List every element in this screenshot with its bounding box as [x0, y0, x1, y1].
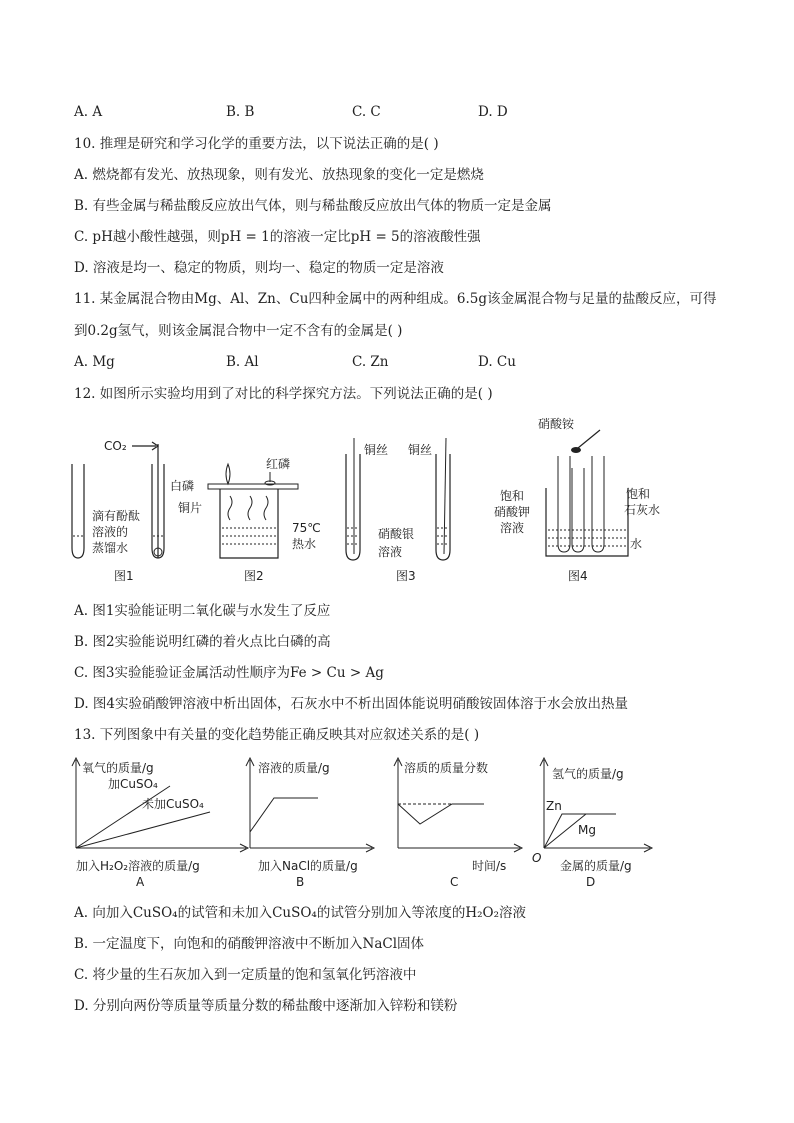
fig1-liquid-line2: 溶液的: [92, 525, 129, 539]
q13-option-c: C. 将少量的生石灰加入到一定质量的饱和氢氧化钙溶液中: [74, 967, 417, 983]
fig3-solution-line2: 溶液: [378, 545, 403, 559]
fig4: [494, 416, 660, 583]
fig4-left-line2: 硝酸钾: [494, 505, 531, 519]
q11-option-d: D. Cu: [478, 354, 516, 370]
q13-option-a: A. 向加入CuSO₄的试管和未加入CuSO₄的试管分别加入等浓度的H₂O₂溶液: [74, 905, 526, 921]
graph-c-xlabel: 时间/s: [472, 859, 507, 873]
graph-c-caption: C: [450, 875, 459, 889]
q11-option-c: C. Zn: [352, 354, 389, 370]
q12-option-a: A. 图1实验能证明二氧化碳与水发生了反应: [74, 603, 331, 619]
q11-stem-line2: 到0.2g氢气，则该金属混合物中一定不含有的金属是( ): [74, 323, 403, 339]
q13-option-d: D. 分别向两份等质量等质量分数的稀盐酸中逐渐加入锌粉和镁粉: [74, 998, 458, 1014]
fig1: [72, 439, 164, 583]
graph-a-ylabel: 氧气的质量/g: [82, 761, 154, 775]
q9-option-a: A. A: [74, 104, 103, 120]
fig2-water-line2: 热水: [292, 537, 317, 551]
q10-option-b: B. 有些金属与稀盐酸反应放出气体，则与稀盐酸反应放出气体的物质一定是金属: [74, 198, 552, 214]
q13-option-b: B. 一定温度下，向饱和的硝酸钾溶液中不断加入NaCl固体: [74, 936, 425, 952]
q13-graphs: [60, 752, 660, 892]
fig4-top-label: 硝酸铵: [538, 417, 575, 431]
fig4-left-line1: 饱和: [500, 489, 525, 503]
graph-d-line2-label: Mg: [578, 823, 596, 837]
graph-b-xlabel: 加入NaCl的质量/g: [258, 859, 358, 873]
q10-stem: 10. 推理是研究和学习化学的重要方法，以下说法正确的是( ): [74, 136, 439, 152]
graph-c-ylabel: 溶质的质量分数: [404, 761, 489, 775]
fig4-caption: 图4: [568, 569, 588, 583]
q9-option-b: B. B: [226, 104, 255, 120]
q11-option-b: B. Al: [226, 354, 259, 370]
graph-a: [72, 758, 248, 889]
fig3-wire2-label: 铜丝: [408, 443, 433, 457]
fig4-right-line1: 饱和: [626, 487, 651, 501]
graph-b-ylabel: 溶液的质量/g: [258, 761, 330, 775]
fig2-right-label: 红磷: [266, 457, 291, 471]
q12-option-b: B. 图2实验能说明红磷的着火点比白磷的高: [74, 634, 331, 650]
fig3-caption: 图3: [396, 569, 416, 583]
fig1-gas-label: CO₂: [104, 439, 127, 453]
q11-option-a: A. Mg: [74, 354, 115, 370]
fig3-solution-line1: 硝酸银: [378, 527, 415, 541]
q12-option-d: D. 图4实验硝酸钾溶液中析出固体，石灰水中不析出固体能说明硝酸铵固体溶于水会放出热量: [74, 696, 629, 712]
fig2-water-line1: 75℃: [292, 521, 321, 535]
graph-a-xlabel: 加入H₂O₂溶液的质量/g: [76, 859, 200, 873]
graph-a-line2-label: 未加CuSO₄: [142, 797, 204, 811]
q12-stem: 12. 如图所示实验均用到了对比的科学探究方法。下列说法正确的是( ): [74, 386, 493, 402]
q10-option-a: A. 燃烧都有发光、放热现象，则有发光、放热现象的变化一定是燃烧: [74, 167, 484, 183]
fig2: [170, 456, 321, 583]
q9-option-d: D. D: [478, 104, 508, 120]
q10-option-d: D. 溶液是均一、稳定的物质，则均一、稳定的物质一定是溶液: [74, 260, 444, 276]
fig1-liquid-line1: 滴有酚酞: [92, 509, 141, 523]
fig2-caption: 图2: [244, 569, 264, 583]
graph-d-caption: D: [586, 875, 596, 889]
graph-d-origin: O: [532, 851, 542, 865]
fig3: [346, 438, 450, 583]
fig2-plate-label: 铜片: [178, 501, 203, 515]
graph-d-xlabel: 金属的质量/g: [560, 859, 632, 873]
q11-stem-line1: 11. 某金属混合物由Mg、Al、Zn、Cu四种金属中的两种组成。6.5g该金属混合物与足量的盐酸反应，可得: [74, 291, 717, 307]
fig3-wire1-label: 铜丝: [364, 443, 389, 457]
fig4-right-line2: 石灰水: [624, 503, 661, 517]
graph-a-line1-label: 加CuSO₄: [108, 777, 158, 791]
graph-d: [532, 758, 652, 889]
graph-a-caption: A: [136, 875, 145, 889]
q10-option-c: C. pH越小酸性越强，则pH = 1的溶液一定比pH = 5的溶液酸性强: [74, 229, 481, 245]
q12-option-c: C. 图3实验能验证金属活动性顺序为Fe > Cu > Ag: [74, 665, 384, 681]
q9-option-c: C. C: [352, 104, 381, 120]
q13-stem: 13. 下列图象中有关量的变化趋势能正确反映其对应叙述关系的是( ): [74, 727, 480, 743]
graph-b-caption: B: [296, 875, 305, 889]
graph-d-line1-label: Zn: [546, 799, 562, 813]
graph-d-ylabel: 氢气的质量/g: [552, 767, 624, 781]
fig4-water-label: 水: [630, 537, 643, 551]
graph-b: [246, 758, 374, 889]
fig4-left-line3: 溶液: [500, 521, 525, 535]
fig1-caption: 图1: [114, 569, 134, 583]
fig2-left-label: 白磷: [170, 479, 195, 493]
graph-c: [394, 758, 522, 889]
fig1-liquid-line3: 蒸馏水: [92, 541, 129, 555]
q12-figure: [60, 408, 700, 593]
